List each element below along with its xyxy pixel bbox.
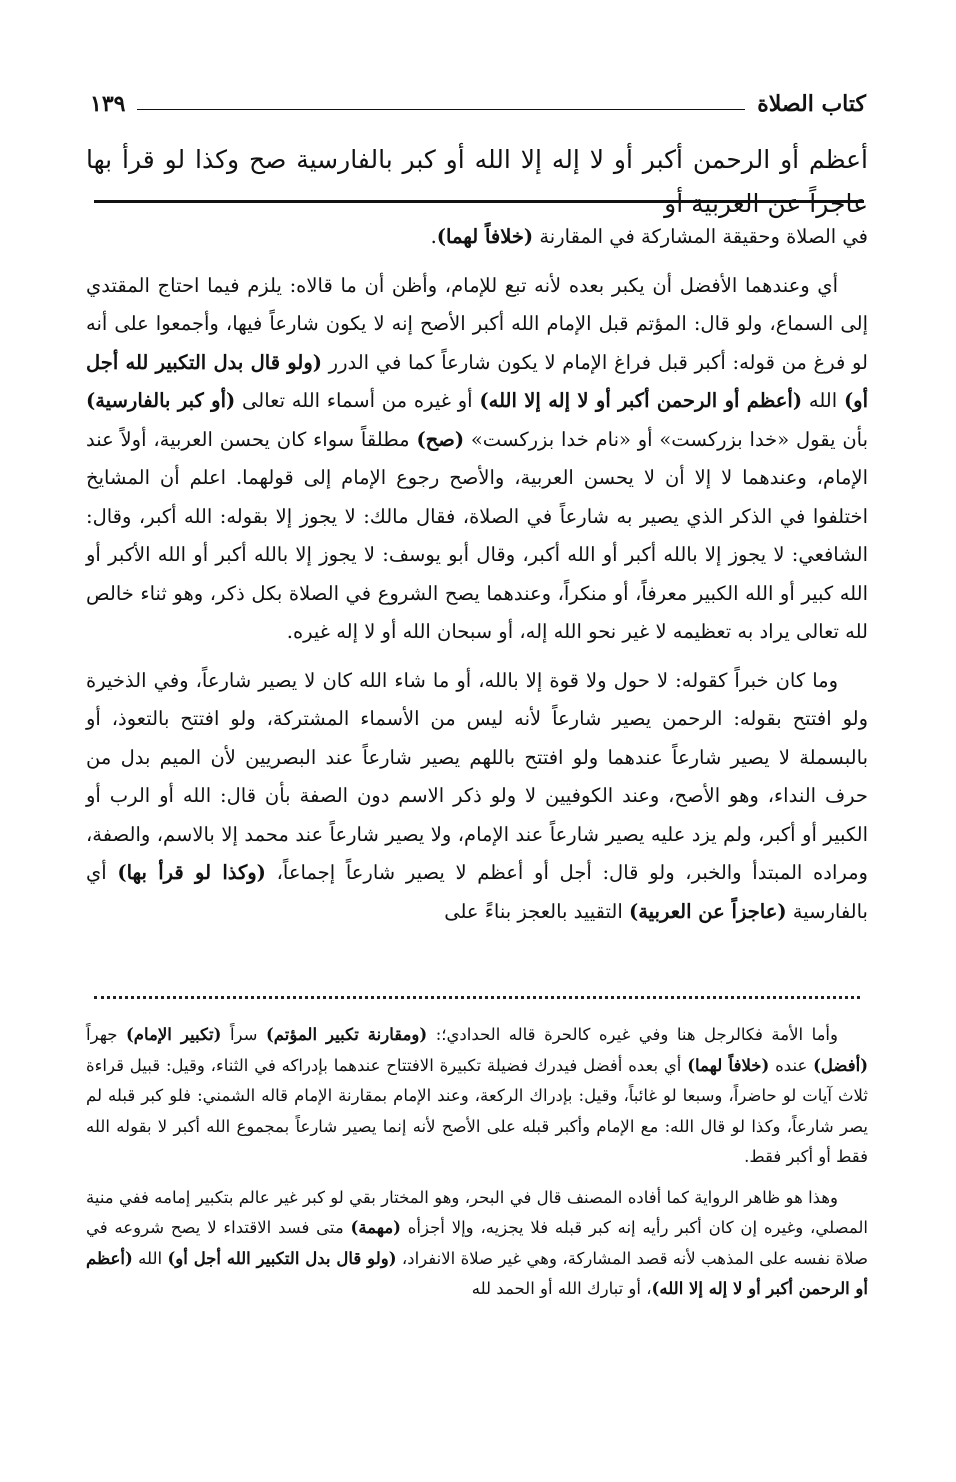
commentary-paragraph <box>86 662 868 932</box>
bold-run: (خلافاً لهما) <box>436 225 534 248</box>
text-run: بأن يقول «خدا بزركست» أو «نام خدا بزركست» <box>464 427 869 451</box>
header-rule <box>137 109 745 110</box>
text-run: أو غيره من أسماء الله تعالى <box>235 389 480 412</box>
text-run: في الصلاة وحقيقة المشاركة في المقارنة <box>533 225 868 248</box>
commentary <box>86 218 868 941</box>
gloss-paragraph <box>86 1183 868 1305</box>
bold-run: (ولو قال بدل التكبير الله أجل أو) <box>167 1248 397 1268</box>
bold-run: (عاجزاً عن العربية) <box>628 899 787 923</box>
text-run: أي وعندهما الأفضل أن يكبر بعده لأنه تبع للإمام، وأظن أن ما قالاه: يلزم فيما احتاج المقتدي إلى السماع، ولو قال: المؤتم قبل الإمام الله أكبر الأصح إنه لا يكون شارعاً فيها، وأجمعوا على أنه لو فرغ من قوله: أكبر قبل فراغ الإمام لا يكون شارعاً كما في الدرر <box>86 273 868 374</box>
text-run: وأما الأمة فكالرجل هنا وفي غيره كالحرة قاله الحدادي؛: <box>427 1025 838 1044</box>
text-run: متى فسد الاقتداء لا يصح شروعه في صلاة نفسه على المذهب لأنه قصد المشاركة، وهي غير صلاة الانفراد، <box>86 1218 868 1268</box>
footnote-gloss <box>86 1020 868 1315</box>
text-run: ، أو تبارك الله أو الحمد لله <box>471 1279 652 1298</box>
bold-run: (مهمة) <box>350 1218 401 1237</box>
bold-run: (أو كبر بالفارسية) <box>86 389 236 412</box>
text-run: التقييد بالعجز بناءً على <box>444 899 629 923</box>
text-run: أي بعده أفضل فيدرك فضيلة تكبيرة الافتتاح عندهما بإدراكه في الثناء، وقيل: قبيل قراءة ثلاث آيات لو حاضراً، وسبعا لو غائباً، وقيل: بإدراك الركعة، وعند الإمام بمقارنة الإمام قاله الشمني: فلو كبر قبله لم يصر شارعاً، وكذا لو قال الله: مع الإمام وأكبر قبله على الأصح لأنه إنما يصير شارعاً بمجموع الله أكبر لا بقوله الله فقط أو أكبر فقط. <box>86 1055 868 1166</box>
bold-run: (ومقارنة تكبير المؤتم) <box>265 1025 428 1044</box>
matn-separator <box>94 200 864 203</box>
commentary-paragraph <box>86 218 868 257</box>
text-run: سراً <box>221 1025 266 1044</box>
commentary-paragraph <box>86 267 868 652</box>
page-header <box>90 86 866 122</box>
text-run: وهذا هو ظاهر الرواية كما أفاده المصنف قال في البحر، وهو المختار بقي لو كبر غير عالم بتكبير إمامه ففي منية المصلي، وغيره إن كان أكبر رأيه إنه كبر قبله فلا يجزيه، وإلا أجزأه <box>86 1187 869 1237</box>
bold-run: (خلافاً لهما) <box>687 1055 770 1075</box>
bold-run: (أعظم أو الرحمن أكبر أو لا إله إلا الله) <box>479 389 803 412</box>
text-run: عنده <box>769 1055 814 1075</box>
matn-text: أعظم أو الرحمن أكبر أو لا إله إلا الله أو كبر بالفارسية صح وكذا لو قرأ بها عاجزاً عن العربية أو <box>86 145 868 218</box>
bold-run: (أعظم أو الرحمن أكبر أو لا إله إلا الله) <box>86 1248 868 1298</box>
gloss-paragraph <box>86 1020 868 1173</box>
bold-run: (وكذا لو قرأ بها) <box>117 861 266 884</box>
book-title: كتاب الصلاة <box>757 91 866 117</box>
text-run: الله <box>802 389 844 412</box>
bold-run: (أفضل) <box>813 1055 869 1075</box>
text-run: جهراً <box>86 1025 126 1044</box>
text-run: الله <box>132 1248 168 1268</box>
bold-run: (ولو قال بدل التكبير لله أجل أو) <box>86 350 868 412</box>
text-run: وما كان خبراً كقوله: لا حول ولا قوة إلا بالله، أو ما شاء الله كان لا يصير شارعاً، وفي الذخيرة ولو افتتح بقوله: الرحمن يصير شارعاً لأنه ليس من الأسماء المشتركة، ولو افتتح بالتعوذ، أو بالبسملة لا يصير شارعاً عندهما ولو افتتح باللهم يصير شارعاً عند البصريين لأن الميم بدل من حرف النداء، وهو الأصح، وعند الكوفيين لا ولو ذكر الاسم دون الصفة بأن قال: الله أو الرب أو الكبير أو أكبر، ولم يزد عليه يصير شارعاً عند الإمام، ولا يصير شارعاً عند محمد إلا بالاسم، والصفة، ومراده المبتدأ والخبر، ولو قال: أجل أو أعظم لا يصير شارعاً إجماعاً، <box>86 668 868 884</box>
text-run: أي بالفارسية <box>86 861 868 923</box>
bold-run: (صح) <box>416 427 465 451</box>
page-number: ١٣٩ <box>90 91 126 117</box>
text-run: . <box>430 225 437 248</box>
bold-run: (تكبير الإمام) <box>126 1025 222 1044</box>
text-run: مطلقاً سواء كان يحسن العربية، أولاً عند الإمام، وعندهما لا إلا أن لا يحسن العربية، والأصح رجوع الإمام إلى قولهما. اعلم أن المشايخ اختلفوا في الذكر الذي يصير به شارعاً في الصلاة، فقال مالك: لا يجوز إلا بقوله: الله أكبر، وقال: الشافعي: لا يجوز إلا بالله أكبر أو الله أكبر، وقال أبو يوسف: لا يجوز إلا بالله أكبر أو الله الأكبر أو الله كبير أو الله الكبير معرفاً، أو منكراً، وعندهما يصح الشروع في الصلاة بكل ذكر، وهو ثناء خالص لله تعالى يراد به تعظيمه لا غير نحو الله إله، أو سبحان الله أو لا إله غيره. <box>86 427 868 643</box>
dotted-separator <box>94 996 860 999</box>
